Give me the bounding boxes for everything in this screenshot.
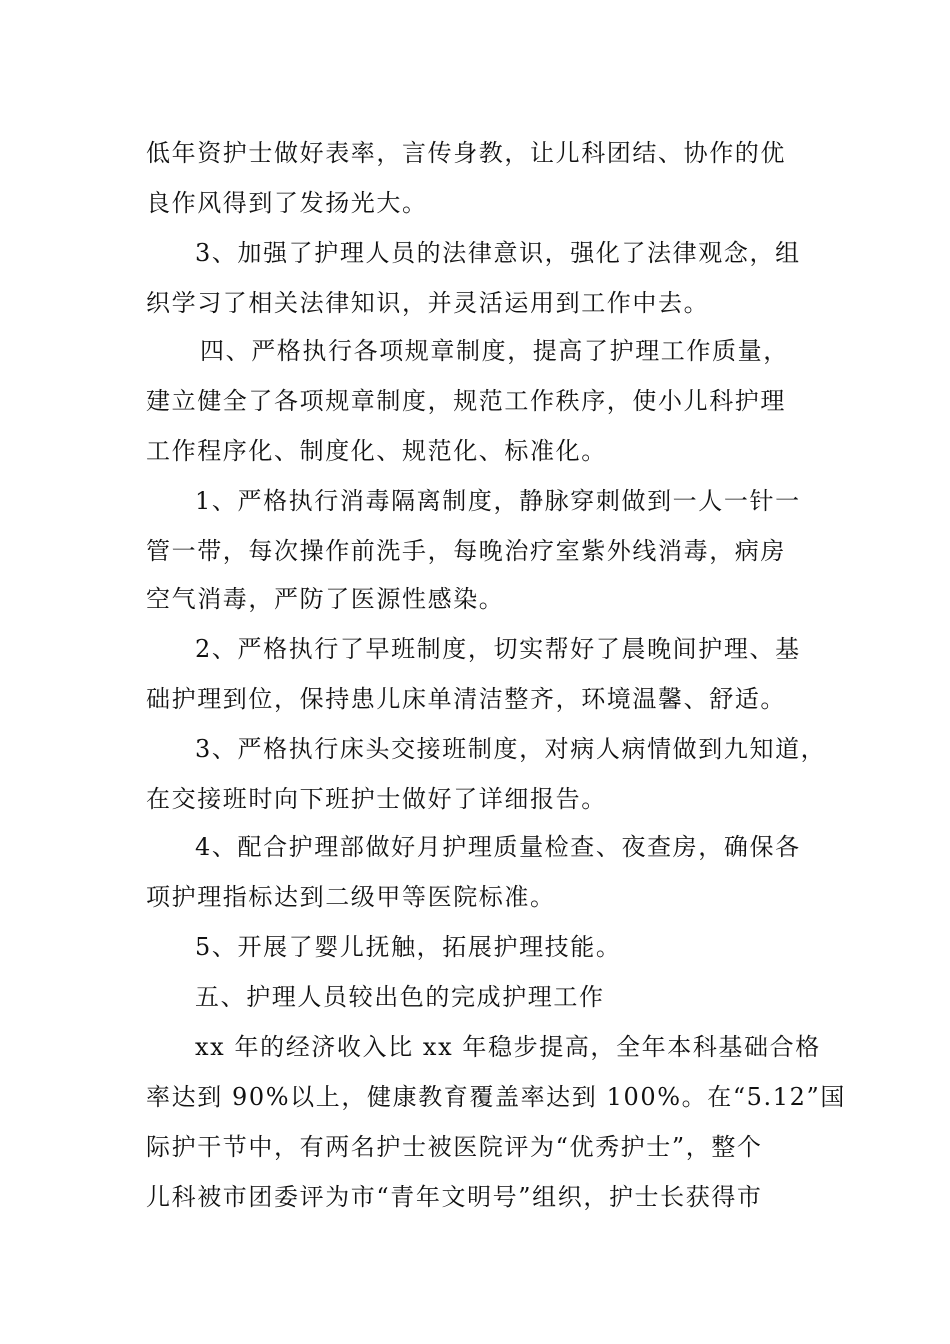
text-line: 良作风得到了发扬光大。 bbox=[146, 189, 428, 217]
text-line: 础护理到位，保持患儿床单清洁整齐，环境温馨、舒适。 bbox=[146, 685, 786, 713]
text-line: 工作程序化、制度化、规范化、标准化。 bbox=[146, 437, 607, 465]
text-line: 在交接班时向下班护士做好了详细报告。 bbox=[146, 785, 607, 813]
text-line: 率达到 90%以上，健康教育覆盖率达到 100%。在“5.12”国 bbox=[146, 1083, 846, 1111]
text-line: 3、严格执行床头交接班制度，对病人病情做到九知道， bbox=[195, 735, 827, 763]
text-line: 织学习了相关法律知识，并灵活运用到工作中去。 bbox=[146, 289, 710, 317]
text-line: 低年资护士做好表率，言传身教，让儿科团结、协作的优 bbox=[146, 139, 786, 167]
text-line: xx 年的经济收入比 xx 年稳步提高，全年本科基础合格 bbox=[195, 1033, 821, 1061]
text-line: 际护干节中，有两名护士被医院评为“优秀护士”，整个 bbox=[146, 1133, 763, 1161]
text-line: 空气消毒，严防了医源性感染。 bbox=[146, 585, 505, 613]
section-heading: 五、护理人员较出色的完成护理工作 bbox=[195, 983, 605, 1011]
text-line: 2、严格执行了早班制度，切实帮好了晨晚间护理、基 bbox=[195, 635, 801, 663]
text-line: 3、加强了护理人员的法律意识，强化了法律观念，组 bbox=[195, 239, 801, 267]
text-line: 建立健全了各项规章制度，规范工作秩序，使小儿科护理 bbox=[146, 387, 786, 415]
text-line: 儿科被市团委评为市“青年文明号”组织，护士长获得市 bbox=[146, 1183, 763, 1211]
text-line: 1、严格执行消毒隔离制度，静脉穿刺做到一人一针一 bbox=[195, 487, 801, 515]
text-line: 5、开展了婴儿抚触，拓展护理技能。 bbox=[195, 933, 622, 961]
text-line: 项护理指标达到二级甲等医院标准。 bbox=[146, 883, 556, 911]
text-line: 管一带，每次操作前洗手，每晚治疗室紫外线消毒，病房 bbox=[146, 537, 786, 565]
text-line: 四、严格执行各项规章制度，提高了护理工作质量， bbox=[200, 337, 789, 365]
text-line: 4、配合护理部做好月护理质量检查、夜查房，确保各 bbox=[195, 833, 801, 861]
